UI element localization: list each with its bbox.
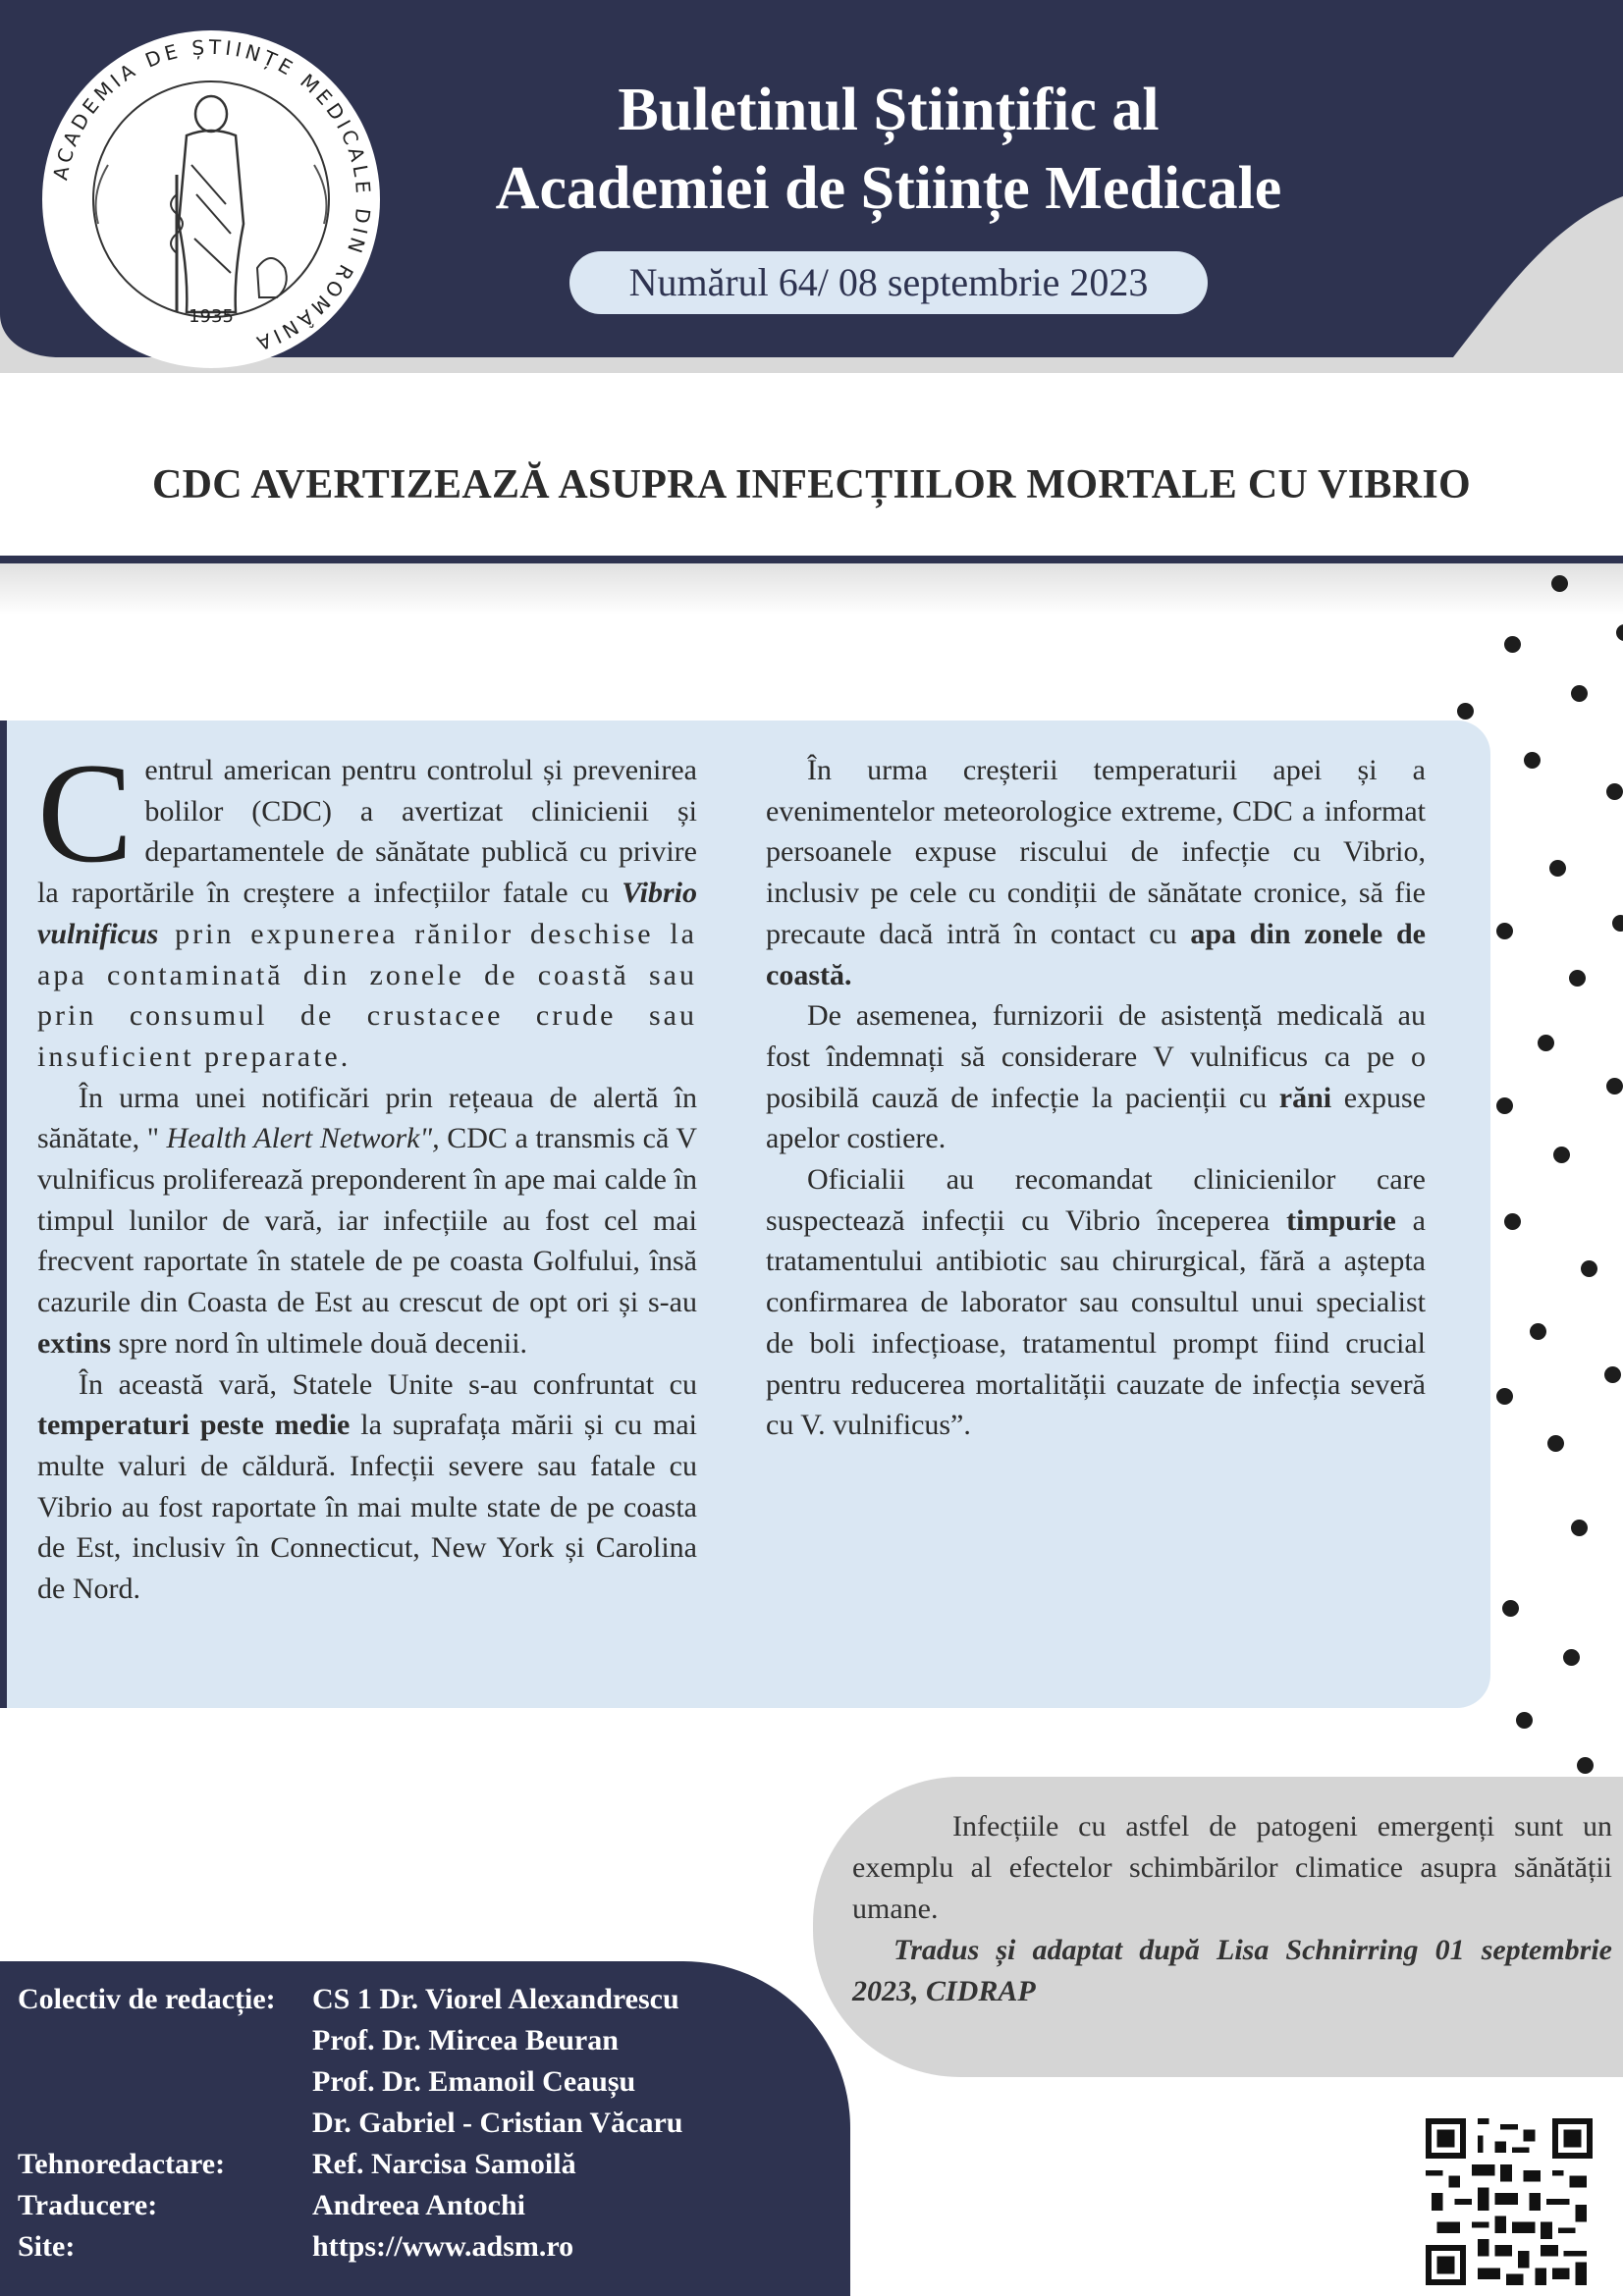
article-title: CDC AVERTIZEAZĂ ASUPRA INFECȚIILOR MORTALE CU VIBRIO [152,462,1471,507]
paragraph-2 [37,1078,697,1364]
editorial-row [18,2103,842,2144]
title-divider [0,556,1623,614]
p2-text-c: CDC a transmis că V vulnificus proliferează preponderent în ape mai calde în timpul lunilor de vară, iar infecțiile au fost cel mai frecvent raportate în statele de pe coasta Golfului, însă cazurile din Coasta de Est au crescut de opt ori și s-au [37,1122,697,1319]
dot [1457,703,1474,720]
editor-name: Prof. Dr. Mircea Beuran [312,2024,619,2056]
paragraph-6 [766,1159,1426,1446]
p6-text-c: a tratamentului antibiotic sau chirurgical, fără a aștepta confirmarea de laborator sau consultul unui specialist de boli infecțioase, tratamentul prompt fiind crucial pentru reducerea mortalității cauzate de infecția severă cu V. vulnificus”. [766,1203,1426,1442]
site-link[interactable]: https://www.adsm.ro [312,2230,574,2263]
translation-name: Andreea Antochi [312,2189,525,2221]
editorial-row [18,1979,842,2020]
dot [1604,1366,1621,1383]
p2-network: Health Alert Network", [166,1122,440,1155]
p4-text-a: În urma creșterii temperaturii apei și a evenimentelor meteorologice extreme, CDC a informat persoanele expuse riscului de infecție cu Vibrio, inclusiv pe cele cu condiții de sănătate cronice, să fie precaute dacă intră în contact cu [766,754,1426,950]
p5-text-c: expuse apelor costiere. [766,1081,1427,1155]
p3-text-c: la suprafața mării și cu mai multe valuri de căldură. Infecții severe sau fatale cu Vibrio au fost raportate în mai multe state de pe coasta de Est, inclusiv în Connecticut, New York și Carolina de Nord. [37,1409,697,1606]
quote [852,1806,1612,2012]
p2-text-e: spre nord în ultimele două decenii. [111,1326,528,1360]
dot [1577,1757,1594,1774]
dot [1516,1712,1533,1729]
dot [1612,915,1623,932]
dot [1606,1078,1623,1095]
drop-cap: C [37,733,134,892]
dot [1616,624,1623,641]
p1-text-a: entrul american pentru controlul și prevenirea bolilor (CDC) a avertizat clinicienii și departamentele de sănătate publică cu privire la raportările în creștere a infecțiilor fatale cu [37,754,697,910]
issue-badge: Numărul 64/ 08 septembrie 2023 [569,251,1208,314]
dot [1571,1520,1588,1536]
site-label: Site: [18,2230,76,2263]
paragraph-1 [37,733,697,1078]
translation-row [18,2185,842,2226]
p6-text-a: Oficialii au recomandat clinicienilor care suspectează infecții cu Vibrio începerea [766,1163,1426,1237]
dot [1538,1035,1554,1051]
typesetting-name: Ref. Narcisa Samoilă [312,2148,576,2180]
translation-label: Traducere: [18,2189,158,2221]
dot [1496,923,1513,939]
dot [1496,1097,1513,1114]
bulletin-title [393,71,1384,228]
editorial-row [18,2020,842,2061]
dot [1563,1649,1580,1666]
paragraph-4 [766,750,1426,995]
dot [1504,1213,1521,1230]
p6-bold: timpurie [1286,1203,1396,1237]
dot [1553,1147,1570,1163]
svg-text:ACADEMIA DE ȘTIINȚE MEDICALE D: ACADEMIA DE ȘTIINȚE MEDICALE DIN ROMÂNIA [48,34,376,357]
p4-bold: apa din zonele de coastă. [766,917,1427,991]
p3-bold: temperaturi peste medie [37,1409,351,1442]
qr-code-icon[interactable] [1426,2118,1593,2285]
editorial-credits [18,1979,842,2268]
p1-text-c: prin expunerea rănilor deschise la apa contaminată din zonele de coastă sau prin consumul de crustacee crude sau insuficient preparate. [37,917,697,1073]
editor-name: Prof. Dr. Emanoil Ceaușu [312,2065,636,2098]
p2-text-a: În urma unei notificări prin rețeaua de alertă în sănătate, " [37,1081,697,1155]
p2-bold: extins [37,1326,111,1360]
site-row [18,2226,842,2268]
article-column-left [37,733,697,1610]
seal-year: 1935 [189,306,234,327]
p3-text-a: În această vară, Statele Unite s-au confruntat cu [79,1367,697,1401]
quote-source: Tradus și adaptat după Lisa Schnirring 01 septembrie 2023, CIDRAP [852,1934,1612,2007]
dot [1606,783,1623,800]
academy-seal-logo [39,27,383,371]
dot [1504,636,1521,653]
dot [1496,1388,1513,1405]
dot [1524,752,1541,769]
paragraph-3 [37,1364,697,1610]
quote-text: Infecțiile cu astfel de patogeni emergenți sunt un exemplu al efectelor schimbărilor climatice asupra sănătății umane. [852,1810,1612,1925]
editorial-row [18,2061,842,2103]
dot [1549,860,1566,877]
dot [1547,1435,1564,1452]
dot [1571,685,1588,702]
editor-name: Dr. Gabriel - Cristian Văcaru [312,2107,683,2139]
paragraph-5 [766,995,1426,1159]
editor-name: CS 1 Dr. Viorel Alexandrescu [312,1983,679,2015]
bulletin-title-line1: Buletinul Științific al [618,77,1160,143]
dot [1530,1323,1546,1340]
editorial-label: Colectiv de redacție: [18,1983,276,2015]
typesetting-label: Tehnoredactare: [18,2148,226,2180]
bulletin-title-line2: Academiei de Științe Medicale [495,155,1282,222]
dot [1502,1600,1519,1617]
dot [1551,575,1568,592]
p5-text-a: De asemenea, furnizorii de asistență medicală au fost îndemnați să considerare V vulnificus ca pe o posibilă cauză de infecție la pacienții cu [766,999,1426,1114]
dot [1569,970,1586,987]
typesetting-row [18,2144,842,2185]
dot [1581,1260,1597,1277]
p5-bold: răni [1278,1081,1332,1114]
article-column-right [766,750,1426,1446]
p1-species: Vibrio vulnificus [37,877,697,950]
